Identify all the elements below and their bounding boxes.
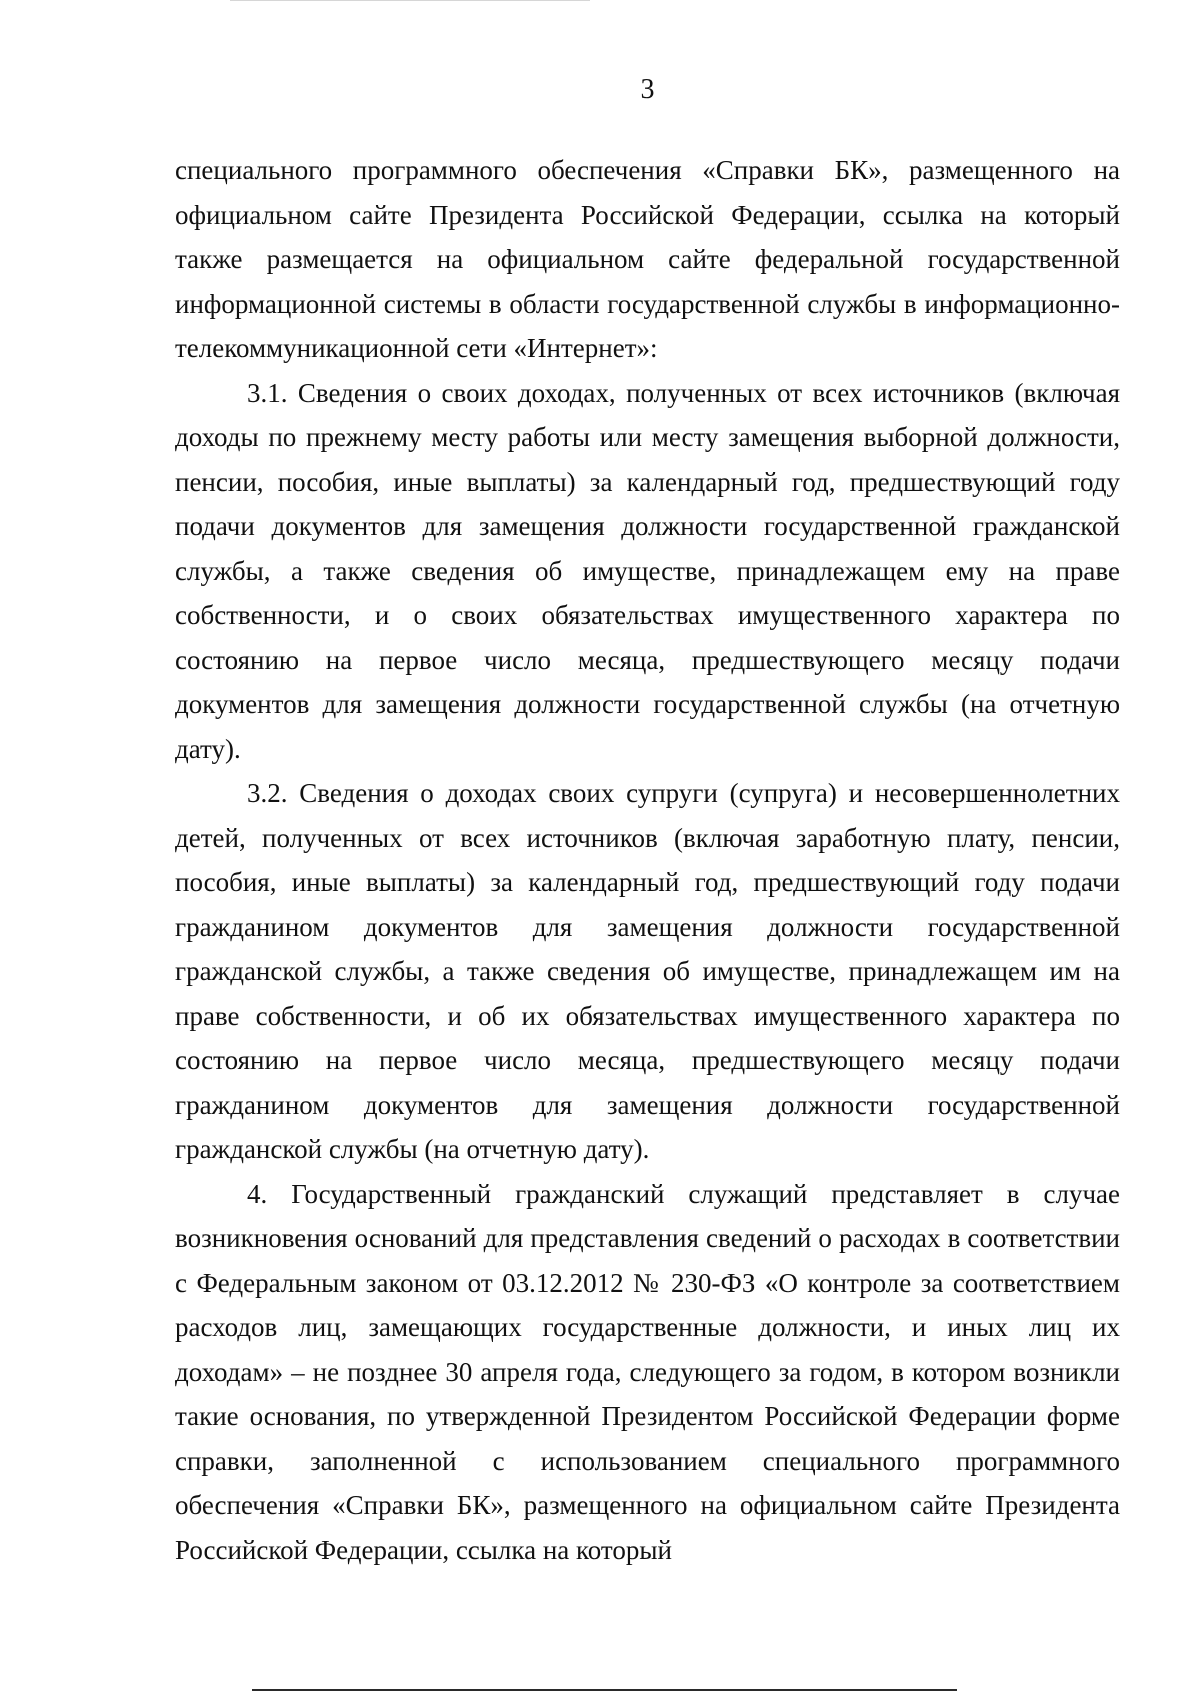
scan-artifact-line — [230, 0, 590, 1]
document-body — [175, 148, 1120, 1572]
paragraph-clause-3-2: 3.2. Сведения о доходах своих супруги (супруга) и несовершеннолетних детей, полученных от всех источников (включая заработную плату, пенсии, пособия, иные выплаты) за календарный год, предшествующий году подачи гражданином документов для замещения должности государственной гражданской службы, а также сведения об имуществе, принадлежащем им на праве собственности, и об их обязательствах имущественного характера по состоянию на первое число месяца, предшествующего месяцу подачи гражданином документов для замещения должности государственной гражданской службы (на отчетную дату). — [175, 778, 1120, 1164]
paragraph-intro-continuation: специального программного обеспечения «Справки БК», размещенного на официальном сайте Президента Российской Федерации, ссылка на который также размещается на официальном сайте федеральной государственной информационной системы в области государственной службы в информационно-телекоммуникационной сети «Интернет»: — [175, 155, 1120, 363]
paragraph-clause-4: 4. Государственный гражданский служащий представляет в случае возникновения оснований для представления сведений о расходах в соответствии с Федеральным законом от 03.12.2012 № 230-ФЗ «О контроле за соответствием расходов лиц, замещающих государственные должности, и иных лиц их доходам» – не позднее 30 апреля года, следующего за годом, в котором возникли такие основания, по утвержденной Президентом Российской Федерации форме справки, заполненной с использованием специального программного обеспечения «Справки БК», размещенного на официальном сайте Президента Российской Федерации, ссылка на который — [175, 1178, 1120, 1565]
paragraph-clause-3-1: 3.1. Сведения о своих доходах, полученных от всех источников (включая доходы по прежнему месту работы или месту замещения выборной должности, пенсии, пособия, иные выплаты) за календарный год, предшествующий году подачи документов для замещения должности государственной гражданской службы, а также сведения об имуществе, принадлежащем ему на праве собственности, и о своих обязательствах имущественного характера по состоянию на первое число месяца, предшествующего месяцу подачи документов для замещения должности государственной службы (на отчетную дату). — [175, 377, 1120, 764]
page-number: 3 — [640, 74, 655, 105]
bottom-rule — [252, 1689, 957, 1691]
